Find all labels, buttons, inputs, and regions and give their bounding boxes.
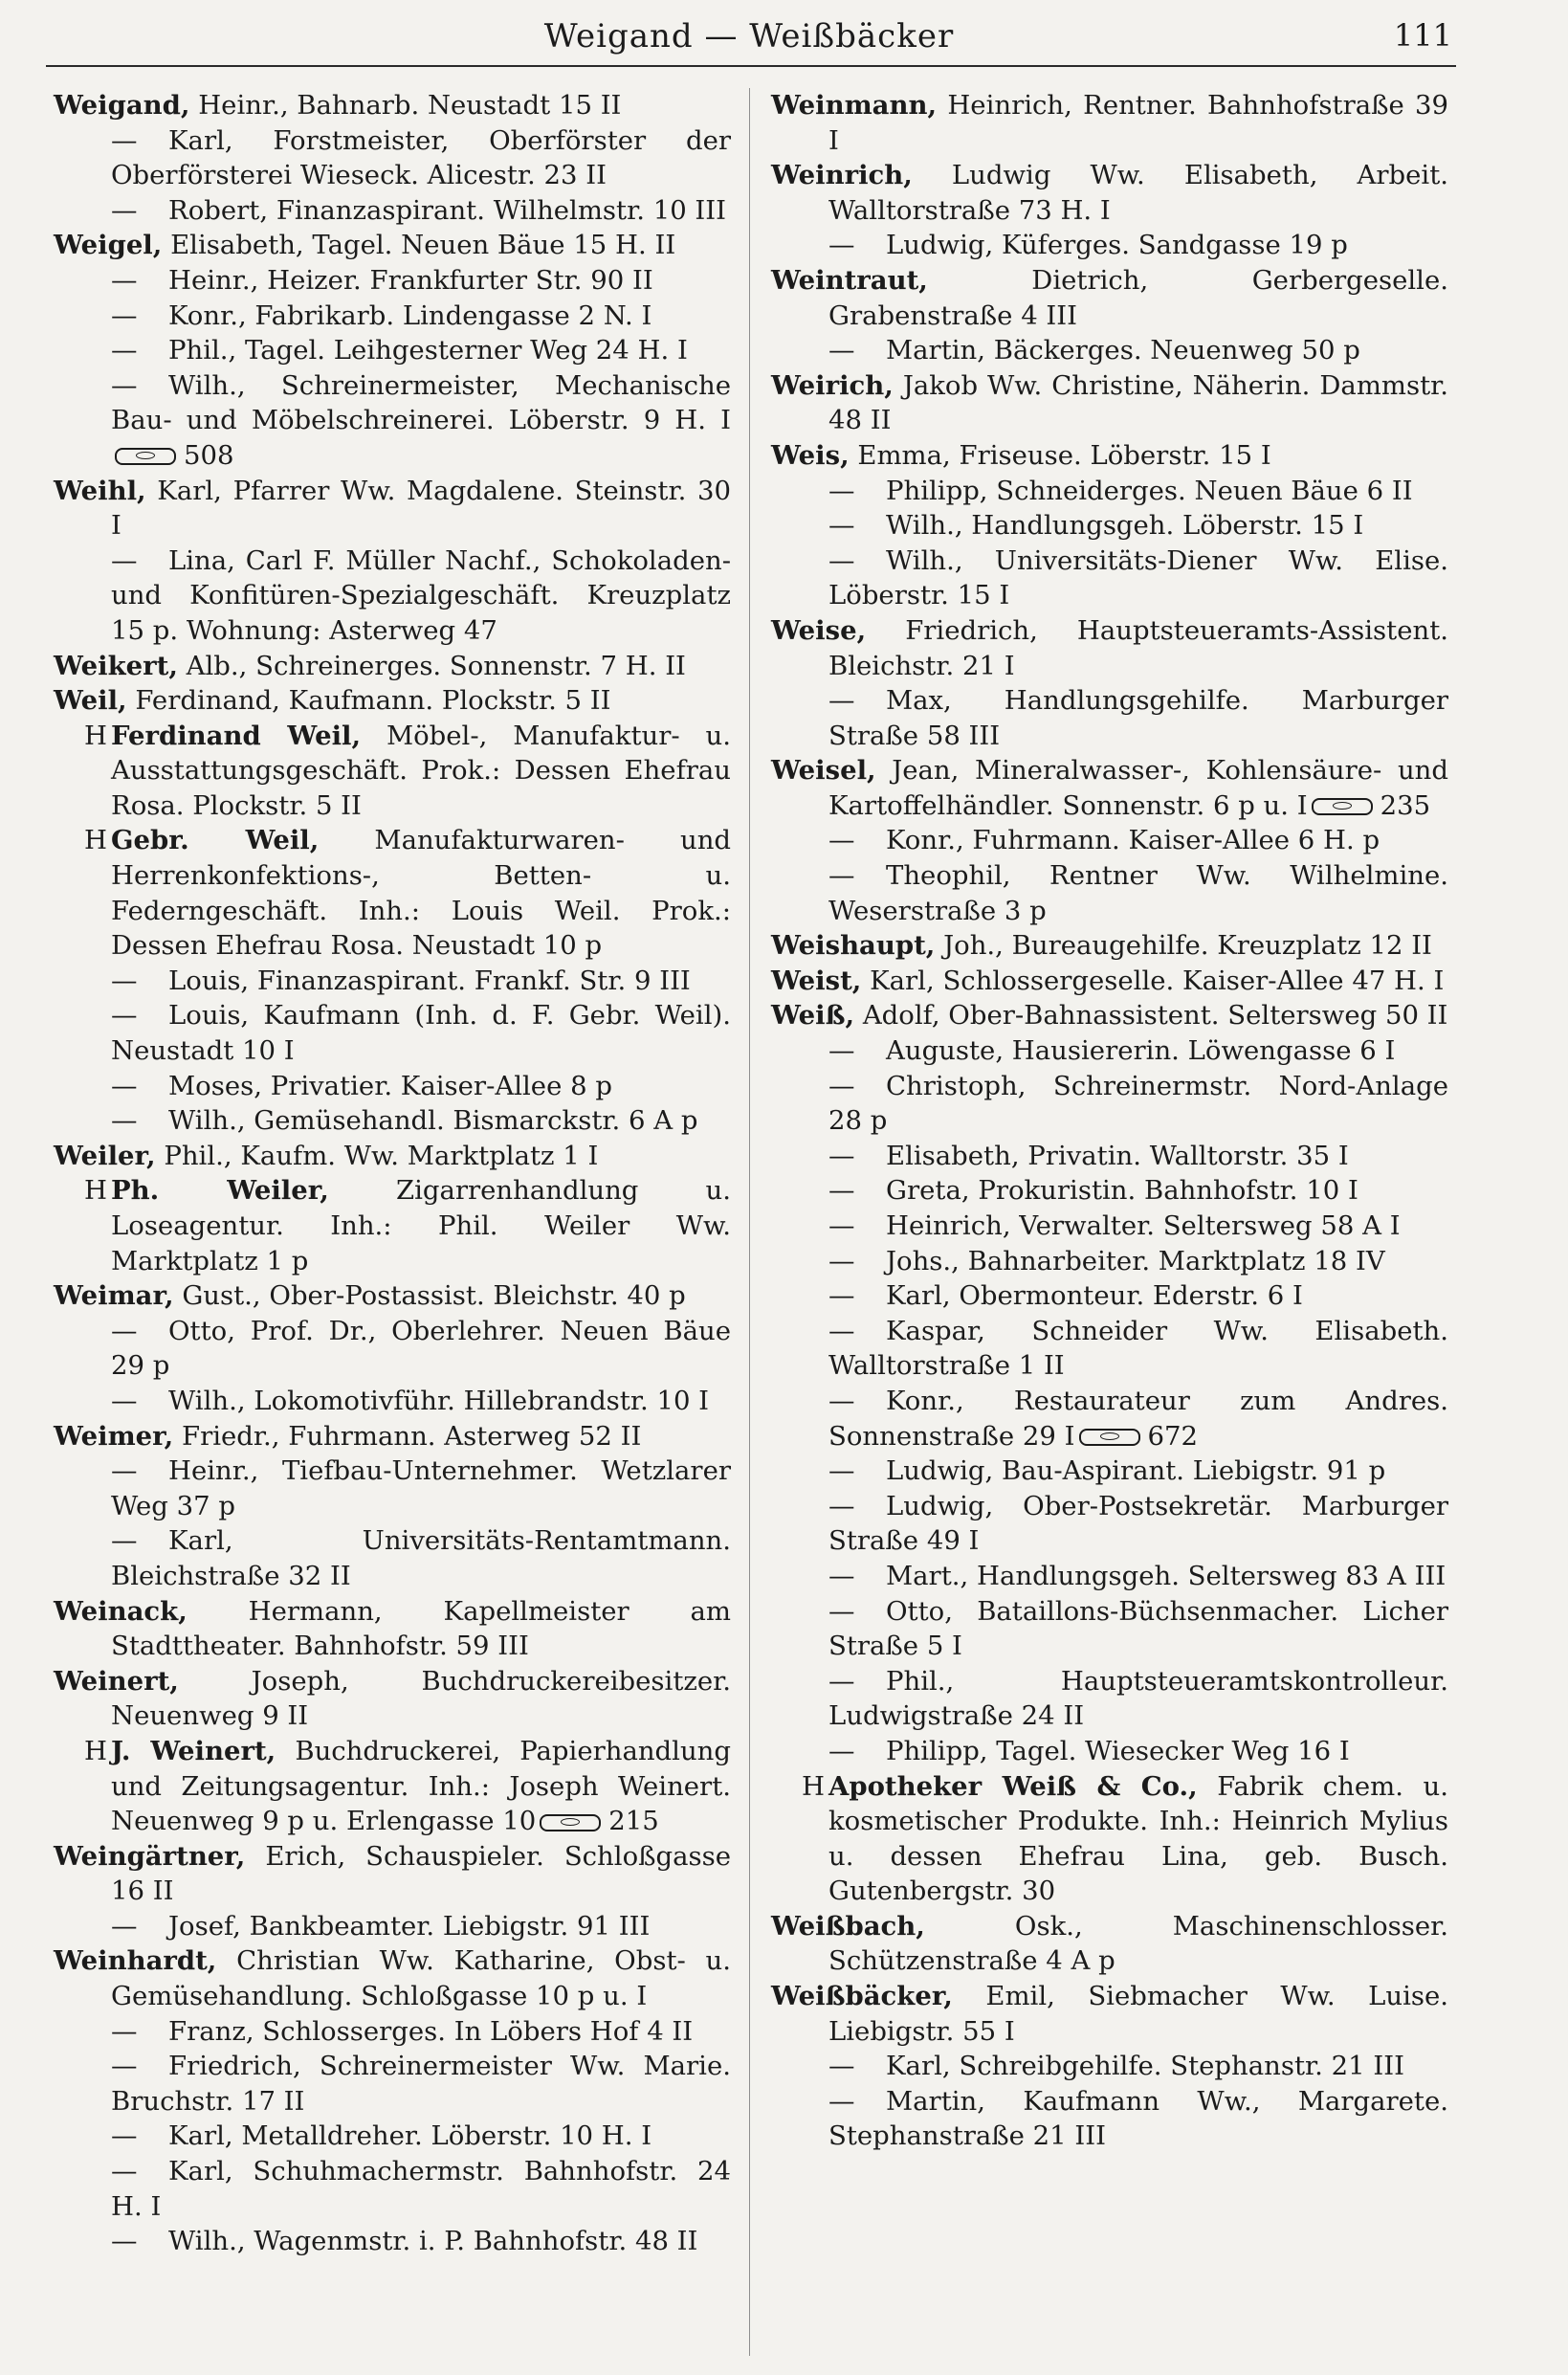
firm-marker: H [802, 1770, 825, 1802]
directory-subentry [771, 1734, 1448, 1769]
entry-text: Osk., Maschinenschlosser. Schützenstraße 4 A p [828, 1910, 1448, 1977]
dash-mark: — [111, 1070, 138, 1101]
firm-marker: H [84, 720, 107, 751]
entry-surname: Weisel, [771, 755, 876, 787]
entry-text: Phil., Kaufm. Ww. Marktplatz 1 I [164, 1140, 599, 1171]
dash-mark: — [111, 1910, 138, 1942]
dash-mark: — [828, 1385, 855, 1416]
firm-entry [54, 719, 731, 824]
dash-mark: — [111, 2120, 138, 2152]
telephone-icon [115, 448, 176, 465]
dash-mark: — [111, 1315, 138, 1346]
directory-subentry [54, 998, 731, 1068]
entry-text: Max, Handlungsgehilfe. Marburger Straße 58 III [828, 685, 1448, 751]
entry-surname: Weinhardt, [54, 1945, 217, 1977]
entry-text: Heinr., Tiefbau-Unternehmer. Wetzlarer Weg 37 p [111, 1455, 731, 1521]
directory-entry [54, 1594, 731, 1664]
entry-surname: Weil, [54, 685, 127, 717]
entry-text: Ferdinand, Kaufmann. Plockstr. 5 II [135, 685, 611, 717]
directory-entry [771, 998, 1448, 1033]
page-title: Weigand — Weißbäcker [543, 17, 955, 55]
firm-entry [771, 1769, 1448, 1909]
dash-mark: — [828, 1665, 855, 1697]
entry-text: Friedrich, Hauptsteueramts-Assistent. Bleichstr. 21 I [828, 614, 1448, 681]
entry-surname: Weikert, [54, 650, 178, 681]
dash-mark: — [111, 300, 138, 331]
entry-text: Jakob Ww. Christine, Näherin. Dammstr. 48 II [828, 369, 1448, 436]
directory-subentry [54, 333, 731, 368]
entry-text: Robert, Finanzaspirant. Wilhelmstr. 10 III [168, 194, 727, 226]
directory-entry [54, 474, 731, 544]
entry-text: Phil., Tagel. Leihgesterner Weg 24 H. I [168, 335, 688, 366]
entry-surname: Weishaupt, [771, 930, 936, 962]
entry-text: Zigarrenhandlung u. Loseagentur. Inh.: Phil. Weiler Ww. Marktplatz 1 p [111, 1175, 731, 1276]
entry-text: Auguste, Hausiererin. Löwengasse 6 I [886, 1035, 1396, 1067]
directory-subentry [771, 683, 1448, 753]
dash-mark: — [828, 1735, 855, 1766]
dash-mark: — [828, 1175, 855, 1207]
entry-text: Otto, Bataillons-Büchsenmacher. Licher Straße 5 I [828, 1595, 1448, 1662]
entry-text: Karl, Schreibgehilfe. Stephanstr. 21 III [886, 2051, 1404, 2082]
directory-subentry [771, 544, 1448, 613]
dash-mark: — [828, 1315, 855, 1346]
page-number: 111 [1393, 17, 1452, 54]
directory-entry [54, 649, 731, 684]
dash-mark: — [111, 2051, 138, 2082]
directory-entry [771, 1909, 1448, 1979]
directory-subentry [771, 1594, 1448, 1664]
entry-text: Elisabeth, Privatin. Walltorstr. 35 I [886, 1140, 1349, 1171]
entry-text: Wilh., Lokomotivführ. Hillebrandstr. 10 I [168, 1385, 710, 1416]
entry-text: Wilh., Handlungsgeh. Löberstr. 15 I [886, 510, 1364, 542]
phone-number: 215 [608, 1806, 659, 1837]
directory-subentry [54, 1314, 731, 1384]
entry-text: Dietrich, Gerbergeselle. Grabenstraße 4 III [828, 264, 1448, 331]
entry-text: Martin, Kaufmann Ww., Margarete. Stephanstraße 21 III [828, 2085, 1448, 2152]
dash-mark: — [828, 2085, 855, 2117]
dash-mark: — [828, 1035, 855, 1067]
directory-entry [54, 1943, 731, 2013]
entry-text: Karl, Obermonteur. Ederstr. 6 I [886, 1280, 1303, 1312]
dash-mark: — [828, 475, 855, 506]
dash-mark: — [111, 1105, 138, 1137]
entry-surname: Weißbäcker, [771, 1981, 953, 2012]
directory-entry [771, 928, 1448, 964]
dash-mark: — [828, 230, 855, 261]
dash-mark: — [828, 335, 855, 366]
entry-text: Karl, Metalldreher. Löberstr. 10 H. I [168, 2120, 652, 2152]
entry-surname: Weirich, [771, 369, 894, 401]
dash-mark: — [828, 2051, 855, 2082]
directory-subentry [771, 1559, 1448, 1594]
directory-subentry [771, 858, 1448, 928]
directory-subentry [54, 263, 731, 299]
directory-subentry [54, 1069, 731, 1104]
right-column [771, 88, 1448, 2154]
telephone-icon [540, 1814, 601, 1831]
entry-text: Wilh., Universitäts-Diener Ww. Elise. Löberstr. 15 I [828, 544, 1448, 611]
entry-text: Johs., Bahnarbeiter. Marktplatz 18 IV [886, 1245, 1385, 1276]
dash-mark: — [111, 544, 138, 576]
entry-text: Ludwig, Küferges. Sandgasse 19 p [886, 230, 1348, 261]
directory-subentry [54, 193, 731, 229]
dash-mark: — [111, 1385, 138, 1416]
directory-entry [771, 1979, 1448, 2049]
entry-surname: Weimar, [54, 1280, 174, 1312]
entry-surname: Weimer, [54, 1420, 174, 1452]
entry-text: Karl, Schlossergeselle. Kaiser-Allee 47 H. I [870, 965, 1445, 996]
dash-mark: — [111, 1455, 138, 1487]
entry-text: Adolf, Ober-Bahnassistent. Seltersweg 50 II [862, 1000, 1448, 1032]
dash-mark: — [828, 685, 855, 717]
directory-subentry [771, 1209, 1448, 1244]
entry-text: Ludwig, Ober-Postsekretär. Marburger Straße 49 I [828, 1490, 1448, 1557]
directory-entry [771, 964, 1448, 999]
entry-surname: Weihl, [54, 475, 146, 506]
entry-text: Manufakturwaren- und Herrenkonfektions-, Betten- u. Federngeschäft. Inh.: Louis Weil. Prok.: Dessen Ehefrau Rosa. Neustadt 10 p [111, 825, 732, 962]
entry-text: Heinrich, Verwalter. Seltersweg 58 A I [886, 1210, 1401, 1241]
entry-text: Konr., Fuhrmann. Kaiser-Allee 6 H. p [886, 825, 1380, 856]
directory-subentry [771, 1069, 1448, 1139]
directory-entry [54, 683, 731, 719]
page-header [46, 11, 1452, 63]
firm-entry [54, 1734, 731, 1839]
phone-number: 508 [184, 439, 234, 471]
entry-surname: Weinmann, [771, 90, 938, 121]
directory-entry [771, 263, 1448, 333]
directory-subentry [771, 1244, 1448, 1279]
entry-text: Emil, Siebmacher Ww. Luise. Liebigstr. 55 I [828, 1981, 1448, 2047]
dash-mark: — [111, 2226, 138, 2257]
directory-subentry [771, 228, 1448, 263]
directory-entry [771, 613, 1448, 683]
entry-text: Franz, Schlosserges. In Löbers Hof 4 II [168, 2015, 694, 2047]
entry-text: Wilh., Wagenmstr. i. P. Bahnhofstr. 48 II [168, 2226, 698, 2257]
directory-subentry [771, 1173, 1448, 1209]
dash-mark: — [828, 1595, 855, 1627]
entry-surname: Weise, [771, 614, 867, 646]
entry-text: Christian Ww. Katharine, Obst- u. Gemüsehandlung. Schloßgasse 10 p u. I [111, 1945, 731, 2012]
phone-number: 235 [1380, 789, 1431, 821]
directory-subentry [54, 1454, 731, 1523]
directory-subentry [771, 1314, 1448, 1384]
directory-subentry [771, 1664, 1448, 1734]
telephone-icon [1312, 798, 1373, 815]
entry-text: Jean, Mineralwasser-, Kohlensäure- und Kartoffelhändler. Sonnenstr. 6 p u. I [828, 755, 1448, 821]
dash-mark: — [111, 2156, 138, 2187]
entry-text: Ludwig Ww. Elisabeth, Arbeit. Walltorstraße 73 H. I [828, 160, 1448, 226]
firm-name: Apotheker Weiß & Co., [828, 1770, 1198, 1802]
firm-name: J. Weinert, [111, 1735, 276, 1766]
directory-entry [54, 1419, 731, 1454]
entry-text: Elisabeth, Tagel. Neuen Bäue 15 H. II [170, 230, 676, 261]
entry-text: Friedrich, Schreinermeister Ww. Marie. Bruchstr. 17 II [111, 2051, 731, 2117]
column-divider [749, 88, 750, 2356]
entry-text: Joh., Bureaugehilfe. Kreuzplatz 12 II [943, 930, 1432, 962]
dash-mark: — [828, 1560, 855, 1591]
dash-mark: — [828, 1490, 855, 1521]
dash-mark: — [111, 2015, 138, 2047]
dash-mark: — [828, 1140, 855, 1171]
firm-name: Ferdinand Weil, [111, 720, 362, 751]
entry-text: Otto, Prof. Dr., Oberlehrer. Neuen Bäue 29 p [111, 1315, 731, 1382]
directory-subentry [54, 2224, 731, 2259]
directory-entry [54, 1139, 731, 1174]
entry-surname: Weigel, [54, 230, 163, 261]
entry-text: Emma, Friseuse. Löberstr. 15 I [857, 439, 1271, 471]
entry-text: Fabrik chem. u. kosmetischer Produkte. Inh.: Heinrich Mylius u. dessen Ehefrau Lina, geb. Busch. Gutenbergstr. 30 [828, 1770, 1448, 1907]
entry-text: Greta, Prokuristin. Bahnhofstr. 10 I [886, 1175, 1358, 1207]
entry-text: Karl, Pfarrer Ww. Magdalene. Steinstr. 30 I [111, 475, 732, 542]
dash-mark: — [111, 1525, 138, 1557]
phone-number: 672 [1147, 1420, 1198, 1452]
dash-mark: — [111, 1000, 138, 1032]
dash-mark: — [111, 264, 138, 296]
entry-text: Phil., Hauptsteueramtskontrolleur. Ludwigstraße 24 II [828, 1665, 1448, 1732]
left-column [54, 88, 731, 2259]
firm-name: Gebr. Weil, [111, 825, 320, 856]
directory-entry [771, 88, 1448, 158]
entry-text: Ludwig, Bau-Aspirant. Liebigstr. 91 p [886, 1455, 1386, 1487]
directory-subentry [771, 1278, 1448, 1314]
directory-subentry [54, 544, 731, 649]
directory-subentry [54, 368, 731, 474]
directory-entry [54, 1839, 731, 1909]
entry-surname: Weist, [771, 965, 862, 996]
entry-text: Heinr., Heizer. Frankfurter Str. 90 II [168, 264, 653, 296]
dash-mark: — [828, 825, 855, 856]
entry-text: Wilh., Schreinermeister, Mechanische Bau- und Möbelschreinerei. Löberstr. 9 H. I [111, 369, 731, 436]
directory-subentry [771, 1454, 1448, 1489]
firm-name: Ph. Weiler, [111, 1175, 329, 1207]
entry-text: Mart., Handlungsgeh. Seltersweg 83 A III [886, 1560, 1447, 1591]
entry-text: Gust., Ober-Postassist. Bleichstr. 40 p [182, 1280, 686, 1312]
entry-text: Philipp, Tagel. Wiesecker Weg 16 I [886, 1735, 1350, 1766]
firm-entry [54, 1173, 731, 1278]
dash-mark: — [828, 1245, 855, 1276]
firm-marker: H [84, 825, 107, 856]
entry-text: Theophil, Rentner Ww. Wilhelmine. Weserstraße 3 p [828, 860, 1448, 926]
directory-subentry [54, 123, 731, 193]
directory-subentry [54, 1523, 731, 1593]
directory-subentry [54, 2014, 731, 2050]
directory-subentry [54, 964, 731, 999]
header-rule [46, 65, 1456, 67]
directory-subentry [771, 508, 1448, 544]
directory-entry [54, 88, 731, 123]
dash-mark: — [111, 369, 138, 401]
entry-text: Wilh., Gemüsehandl. Bismarckstr. 6 A p [168, 1105, 698, 1137]
entry-surname: Weintraut, [771, 264, 928, 296]
directory-subentry [771, 823, 1448, 858]
entry-surname: Weigand, [54, 90, 190, 121]
entry-text: Louis, Kaufmann (Inh. d. F. Gebr. Weil). Neustadt 10 I [111, 1000, 731, 1067]
dash-mark: — [828, 1280, 855, 1312]
directory-subentry [771, 1489, 1448, 1559]
entry-text: Philipp, Schneiderges. Neuen Bäue 6 II [886, 475, 1413, 506]
directory-subentry [771, 2084, 1448, 2154]
entry-text: Christoph, Schreinermstr. Nord-Anlage 28 p [828, 1070, 1448, 1137]
entry-text: Konr., Fabrikarb. Lindengasse 2 N. I [168, 300, 652, 331]
entry-surname: Weiß, [771, 1000, 855, 1032]
dash-mark: — [828, 544, 855, 576]
entry-text: Hermann, Kapellmeister am Stadttheater. Bahnhofstr. 59 III [111, 1595, 731, 1662]
directory-entry [771, 158, 1448, 228]
entry-surname: Weinack, [54, 1595, 188, 1627]
directory-entry [771, 368, 1448, 438]
entry-text: Moses, Privatier. Kaiser-Allee 8 p [168, 1070, 612, 1101]
entry-text: Martin, Bäckerges. Neuenweg 50 p [886, 335, 1360, 366]
directory-subentry [54, 2119, 731, 2154]
entry-text: Karl, Schuhmachermstr. Bahnhofstr. 24 H. I [111, 2156, 731, 2222]
directory-subentry [54, 299, 731, 334]
directory-subentry [54, 2154, 731, 2224]
entry-text: Kaspar, Schneider Ww. Elisabeth. Walltorstraße 1 II [828, 1315, 1448, 1382]
dash-mark: — [828, 1210, 855, 1241]
directory-subentry [771, 1384, 1448, 1454]
entry-text: Friedr., Fuhrmann. Asterweg 52 II [182, 1420, 642, 1452]
entry-text: Louis, Finanzaspirant. Frankf. Str. 9 III [168, 965, 691, 996]
directory-subentry [54, 1384, 731, 1419]
entry-text: Karl, Forstmeister, Oberförster der Oberförsterei Wieseck. Alicestr. 23 II [111, 124, 731, 191]
entry-text: Buchdruckerei, Papierhandlung und Zeitungsagentur. Inh.: Joseph Weinert. Neuenweg 9 p u. Erlengasse 10 [111, 1735, 731, 1837]
telephone-icon [1079, 1429, 1140, 1446]
entry-text: Lina, Carl F. Müller Nachf., Schokoladen- und Konfitüren-Spezialgeschäft. Kreuzplatz 15 p. Wohnung: Asterweg 47 [111, 544, 731, 646]
directory-subentry [771, 2049, 1448, 2084]
firm-entry [54, 823, 731, 963]
entry-text: Joseph, Buchdruckereibesitzer. Neuenweg 9 II [111, 1665, 731, 1732]
entry-surname: Weingärtner, [54, 1840, 246, 1872]
entry-text: Josef, Bankbeamter. Liebigstr. 91 III [168, 1910, 651, 1942]
directory-subentry [54, 1909, 731, 1944]
dash-mark: — [828, 510, 855, 542]
directory-subentry [771, 1033, 1448, 1069]
entry-surname: Weinert, [54, 1665, 179, 1697]
directory-entry [54, 1664, 731, 1734]
directory-entry [771, 438, 1448, 474]
dash-mark: — [828, 860, 855, 892]
directory-entry [54, 228, 731, 263]
entry-text: Möbel-, Manufaktur- u. Ausstattungsgeschäft. Prok.: Dessen Ehefrau Rosa. Plockstr. 5 II [111, 720, 731, 821]
dash-mark: — [828, 1455, 855, 1487]
entry-text: Konr., Restaurateur zum Andres. Sonnenstraße 29 I [828, 1385, 1448, 1452]
dash-mark: — [111, 335, 138, 366]
directory-subentry [771, 474, 1448, 509]
entry-surname: Weis, [771, 439, 850, 471]
entry-surname: Weiler, [54, 1140, 156, 1171]
entry-text: Heinrich, Rentner. Bahnhofstraße 39 I [828, 90, 1448, 156]
dash-mark: — [111, 194, 138, 226]
directory-subentry [771, 333, 1448, 368]
directory-entry [771, 753, 1448, 823]
entry-text: Karl, Universitäts-Rentamtmann. Bleichstraße 32 II [111, 1525, 731, 1591]
firm-marker: H [84, 1175, 107, 1207]
directory-subentry [54, 1103, 731, 1139]
directory-subentry [54, 2049, 731, 2119]
firm-marker: H [84, 1735, 107, 1766]
entry-surname: Weinrich, [771, 160, 913, 191]
directory-entry [54, 1278, 731, 1314]
entry-text: Erich, Schauspieler. Schloßgasse 16 II [111, 1840, 731, 1907]
entry-text: Alb., Schreinerges. Sonnenstr. 7 H. II [186, 650, 686, 681]
entry-text: Heinr., Bahnarb. Neustadt 15 II [198, 90, 622, 121]
entry-surname: Weißbach, [771, 1910, 925, 1942]
dash-mark: — [111, 965, 138, 996]
directory-subentry [771, 1139, 1448, 1174]
dash-mark: — [828, 1070, 855, 1101]
dash-mark: — [111, 124, 138, 156]
